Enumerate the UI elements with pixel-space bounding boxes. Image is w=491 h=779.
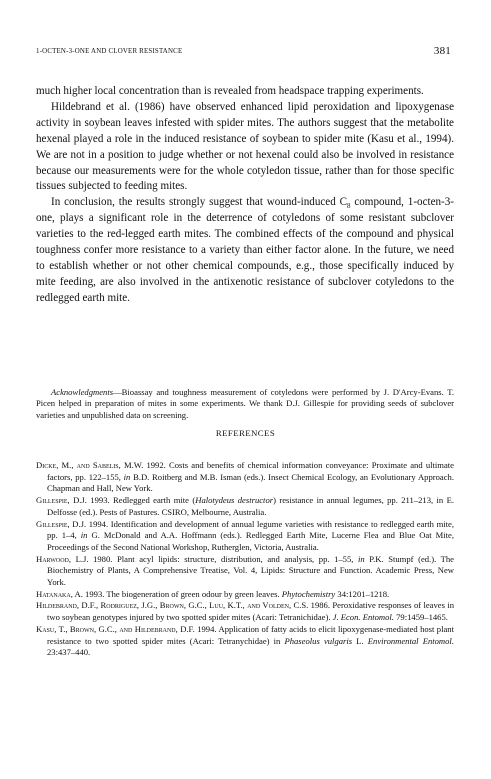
reference-authors: Hatanaka, A. (36, 588, 83, 599)
references-list (36, 460, 454, 659)
paragraph: Hildebrand et al. (1986) have observed enhanced lipid peroxidation and lipoxygenase activity in soybean leaves infested with spider mites. The authors suggest that the metabolite hexenal played a role in the induced resistance of soybean to spider mite (Kasu et al., 1994). We are not in a position to judge whether or not hexenal could also be involved in resistance because our measurements were for the whole cotyledon tissue, rather than for those specific tissues subjected to feeding mites. (36, 100, 454, 193)
acknowledgments-text: —Bioassay and toughness measurement of cotyledons were performed by J. D'Arcy-Evans. T. Picen helped in preparation of mites in some experiments. We thank D.J. Gillespie for providing seeds of subclover varieties and unpublished data on screening. (36, 386, 454, 420)
paragraph-conclusion (36, 195, 454, 306)
reference-text: 1986. Peroxidative responses of leaves in two soybean genotypes injured by two spotted spider mites (Acari: Tetranichidae). (47, 600, 455, 623)
reference-italic: J. Econ. Entomol. (332, 612, 394, 623)
reference-text: G. McDonald and A.A. Hoffmann (eds.). Redlegged Earth Mite, Lucerne Flea and Blue Oat Mite, Proceedings of the Second National Workshop, Rutherglen, Victoria, Australia. (47, 530, 455, 552)
reference-entry (36, 589, 454, 601)
reference-entry (36, 460, 454, 495)
reference-text: 1993. The biogeneration of green odour by green leaves. (82, 588, 282, 599)
reference-entry (36, 600, 454, 623)
paragraph: much higher local concentration than is revealed from headspace trapping experiments. (36, 85, 424, 97)
references-heading: REFERENCES (215, 428, 276, 438)
reference-italic: Halotydeus destructor (195, 495, 274, 506)
reference-text: 1994. Application of fatty acids to elicit lipoxygenase-mediated host plant resistance to two spotted spider mites (Acari: Tetranychidae) in (47, 623, 454, 646)
paragraph-text: In conclusion, the results strongly suggest that wound-induced C (51, 196, 347, 209)
reference-entry (36, 554, 454, 589)
subscript: 8 (347, 202, 351, 211)
reference-italic: Environmental Entomol. (367, 635, 454, 646)
reference-italic: Phytochemistry (281, 588, 336, 599)
acknowledgments (36, 387, 454, 422)
reference-italic: in (358, 553, 365, 564)
page-number: 381 (433, 45, 451, 57)
reference-text: 79:1459–1465. (393, 612, 448, 623)
reference-text: ) resistance in annual legumes, pp. 211–213, in E. Delfosse (ed.). Pests of Pastures. CSIRO, Melbourne, Australia. (47, 495, 455, 517)
reference-authors: Harwood, L.J. (36, 553, 89, 564)
paragraph-text: compound, 1-octen-3-one, plays a significant role in the deterrence of cotyledons of some resistant subclover varieties to the red-legged earth mites. The combined effects of the compound and physical toughness confer more resistance to a variety than either factor alone. In the future, we need to establish whether or not other chemical compounds, e.g., those specifically induced by mite feeding, are also involved in the antixenotic resistance of subclover cotyledons to the redlegged earth mite. (36, 196, 454, 304)
reference-entry (36, 624, 454, 659)
reference-authors: Dicke, M., and Sabelis, M.W. (36, 460, 144, 470)
reference-text: B.D. Roitberg and M.B. Isman (eds.). Insect Chemical Ecology, an Evolutionary Approach. Chapman and Hall, New York. (47, 471, 454, 494)
reference-text: 1994. Identification and development of annual legume varieties with resistance to redlegged earth mite, pp. 1–4, (47, 518, 454, 541)
reference-text: 1980. Plant acyl lipids: structure, distribution, and analysis, pp. 1–55, (88, 553, 359, 564)
reference-text: 1992. Costs and benefits of chemical information conveyance: Proximate and ultimate factors, pp. 122–155, (47, 460, 454, 482)
reference-italic: in (80, 530, 88, 541)
reference-entry (36, 519, 454, 554)
reference-text: P.K. Stumpf (ed.). The Biochemistry of Plants, A Comprehensive Treatise, Vol. 4, Lipids: Structure and Function. Academic Press, New York. (47, 553, 455, 588)
reference-italic: Phaseolus vulgaris (284, 635, 353, 646)
body-text (36, 84, 454, 307)
reference-italic: in (123, 471, 131, 482)
reference-text: L. (352, 635, 368, 646)
reference-authors: Gillespie, D.J. (36, 495, 87, 506)
running-head-title: 1-OCTEN-3-ONE AND CLOVER RESISTANCE (36, 48, 183, 55)
reference-authors: Gillespie, D.J. (36, 518, 87, 529)
running-head (36, 45, 451, 59)
reference-authors: Kasu, T., Brown, G.C., and Hildebrand, D.F. (36, 623, 195, 634)
reference-text: 1993. Redlegged earth mite ( (86, 495, 196, 506)
reference-text: 34:1201–1218. (335, 588, 390, 599)
reference-entry (36, 495, 454, 518)
reference-authors: Hildebrand, D.F., Rodriguez, J.G., Brown, G.C., Luu, K.T., and Volden, C.S. (36, 600, 309, 611)
acknowledgments-label: Acknowledgments (51, 386, 114, 397)
reference-text: 23:437–440. (47, 647, 91, 658)
